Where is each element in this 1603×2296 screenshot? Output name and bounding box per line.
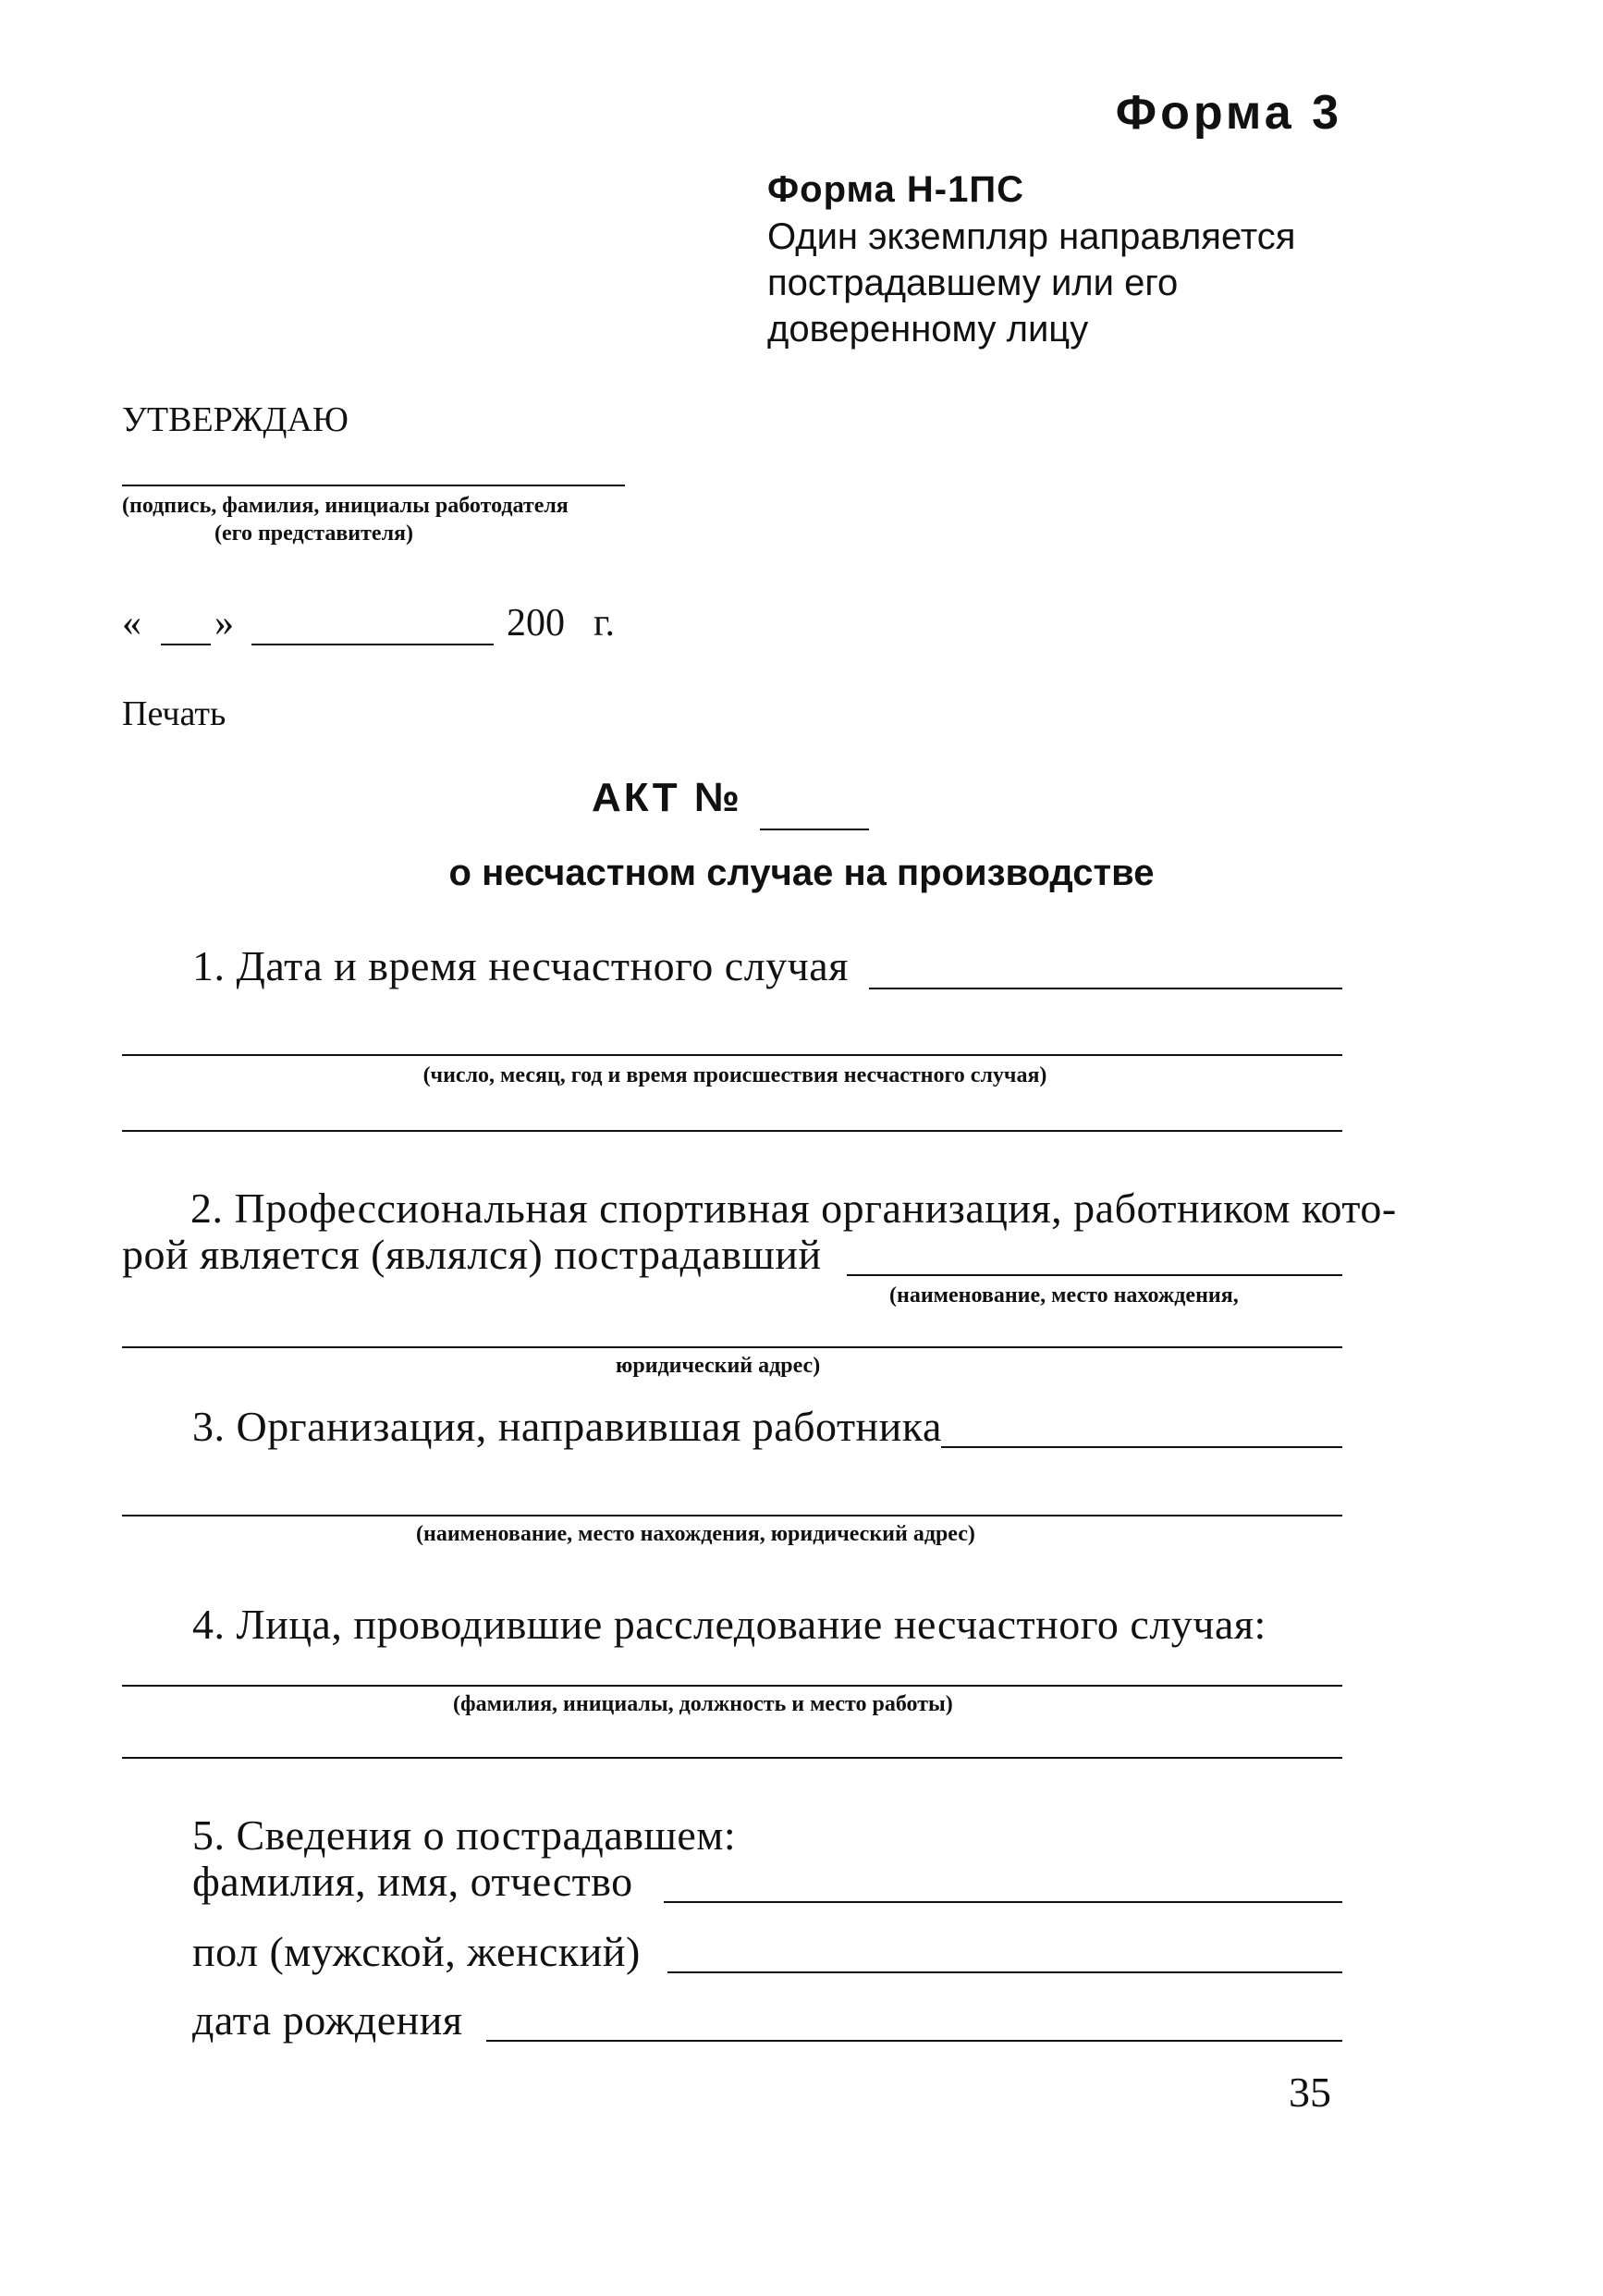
item-victim-label: 5. Сведения о пострадавшем: xyxy=(192,1811,737,1859)
distribution-note-line: Один экземпляр направляется xyxy=(767,216,1296,257)
sender-field-continued[interactable] xyxy=(122,1515,1342,1516)
sender-field-caption: (наименование, место нахождения, юридический адрес) xyxy=(416,1522,975,1546)
date-field-continued[interactable] xyxy=(122,1054,1342,1056)
date-quote-open: « xyxy=(122,602,141,645)
victim-fio-field[interactable] xyxy=(664,1901,1342,1903)
stamp-label: Печать xyxy=(122,694,226,733)
item-organization-label-continued: рой является (являлся) пострадавший xyxy=(122,1231,822,1278)
date-field[interactable] xyxy=(869,988,1342,989)
approval-year: 200 xyxy=(507,602,565,645)
investigators-field[interactable] xyxy=(122,1685,1342,1687)
date-field-caption: (число, месяц, год и время происшествия несчастного случая) xyxy=(422,1063,1047,1087)
date-quote-close: » xyxy=(214,602,234,645)
approval-month-field[interactable] xyxy=(251,644,494,645)
victim-dob-label: дата рождения xyxy=(192,1996,463,2044)
distribution-note-line: доверенному лицу xyxy=(767,309,1089,350)
approval-day-field[interactable] xyxy=(161,644,211,645)
investigators-field-caption: (фамилия, инициалы, должность и место работы) xyxy=(453,1692,953,1716)
act-subtitle: о несчастном случае на производстве xyxy=(448,853,1155,893)
approval-heading: УТВЕРЖДАЮ xyxy=(122,400,349,439)
signature-caption-continued: (его представителя) xyxy=(214,522,414,546)
page-number: 35 xyxy=(1289,2069,1331,2116)
item-sender-label: 3. Организация, направившая работника xyxy=(192,1403,942,1450)
act-title: АКТ № xyxy=(592,775,742,820)
sender-field[interactable] xyxy=(941,1446,1342,1448)
victim-sex-field[interactable] xyxy=(667,1971,1342,1973)
item-organization-label: 2. Профессиональная спортивная организация, работником кото- xyxy=(190,1185,1397,1232)
act-number-field[interactable] xyxy=(760,829,869,830)
distribution-note-line: пострадавшему или его xyxy=(767,263,1179,303)
victim-dob-field[interactable] xyxy=(486,2040,1342,2042)
form-number: Форма 3 xyxy=(1115,86,1342,140)
organization-field-continued[interactable] xyxy=(122,1346,1342,1348)
form-code: Форма Н-1ПС xyxy=(767,169,1024,210)
signature-field[interactable] xyxy=(122,485,625,486)
organization-field-caption: (наименование, место нахождения, xyxy=(889,1283,1239,1308)
item-date-label: 1. Дата и время несчастного случая xyxy=(192,942,849,989)
signature-caption: (подпись, фамилия, инициалы работодателя xyxy=(122,494,569,518)
date-field-extra[interactable] xyxy=(122,1130,1342,1132)
victim-fio-label: фамилия, имя, отчество xyxy=(192,1858,633,1905)
organization-field[interactable] xyxy=(847,1274,1342,1276)
item-investigators-label: 4. Лица, проводившие расследование несчастного случая: xyxy=(192,1601,1266,1648)
victim-sex-label: пол (мужской, женский) xyxy=(192,1928,641,1975)
organization-field-caption-continued: юридический адрес) xyxy=(616,1354,821,1378)
approval-year-suffix: г. xyxy=(593,602,615,645)
investigators-field-continued[interactable] xyxy=(122,1757,1342,1759)
